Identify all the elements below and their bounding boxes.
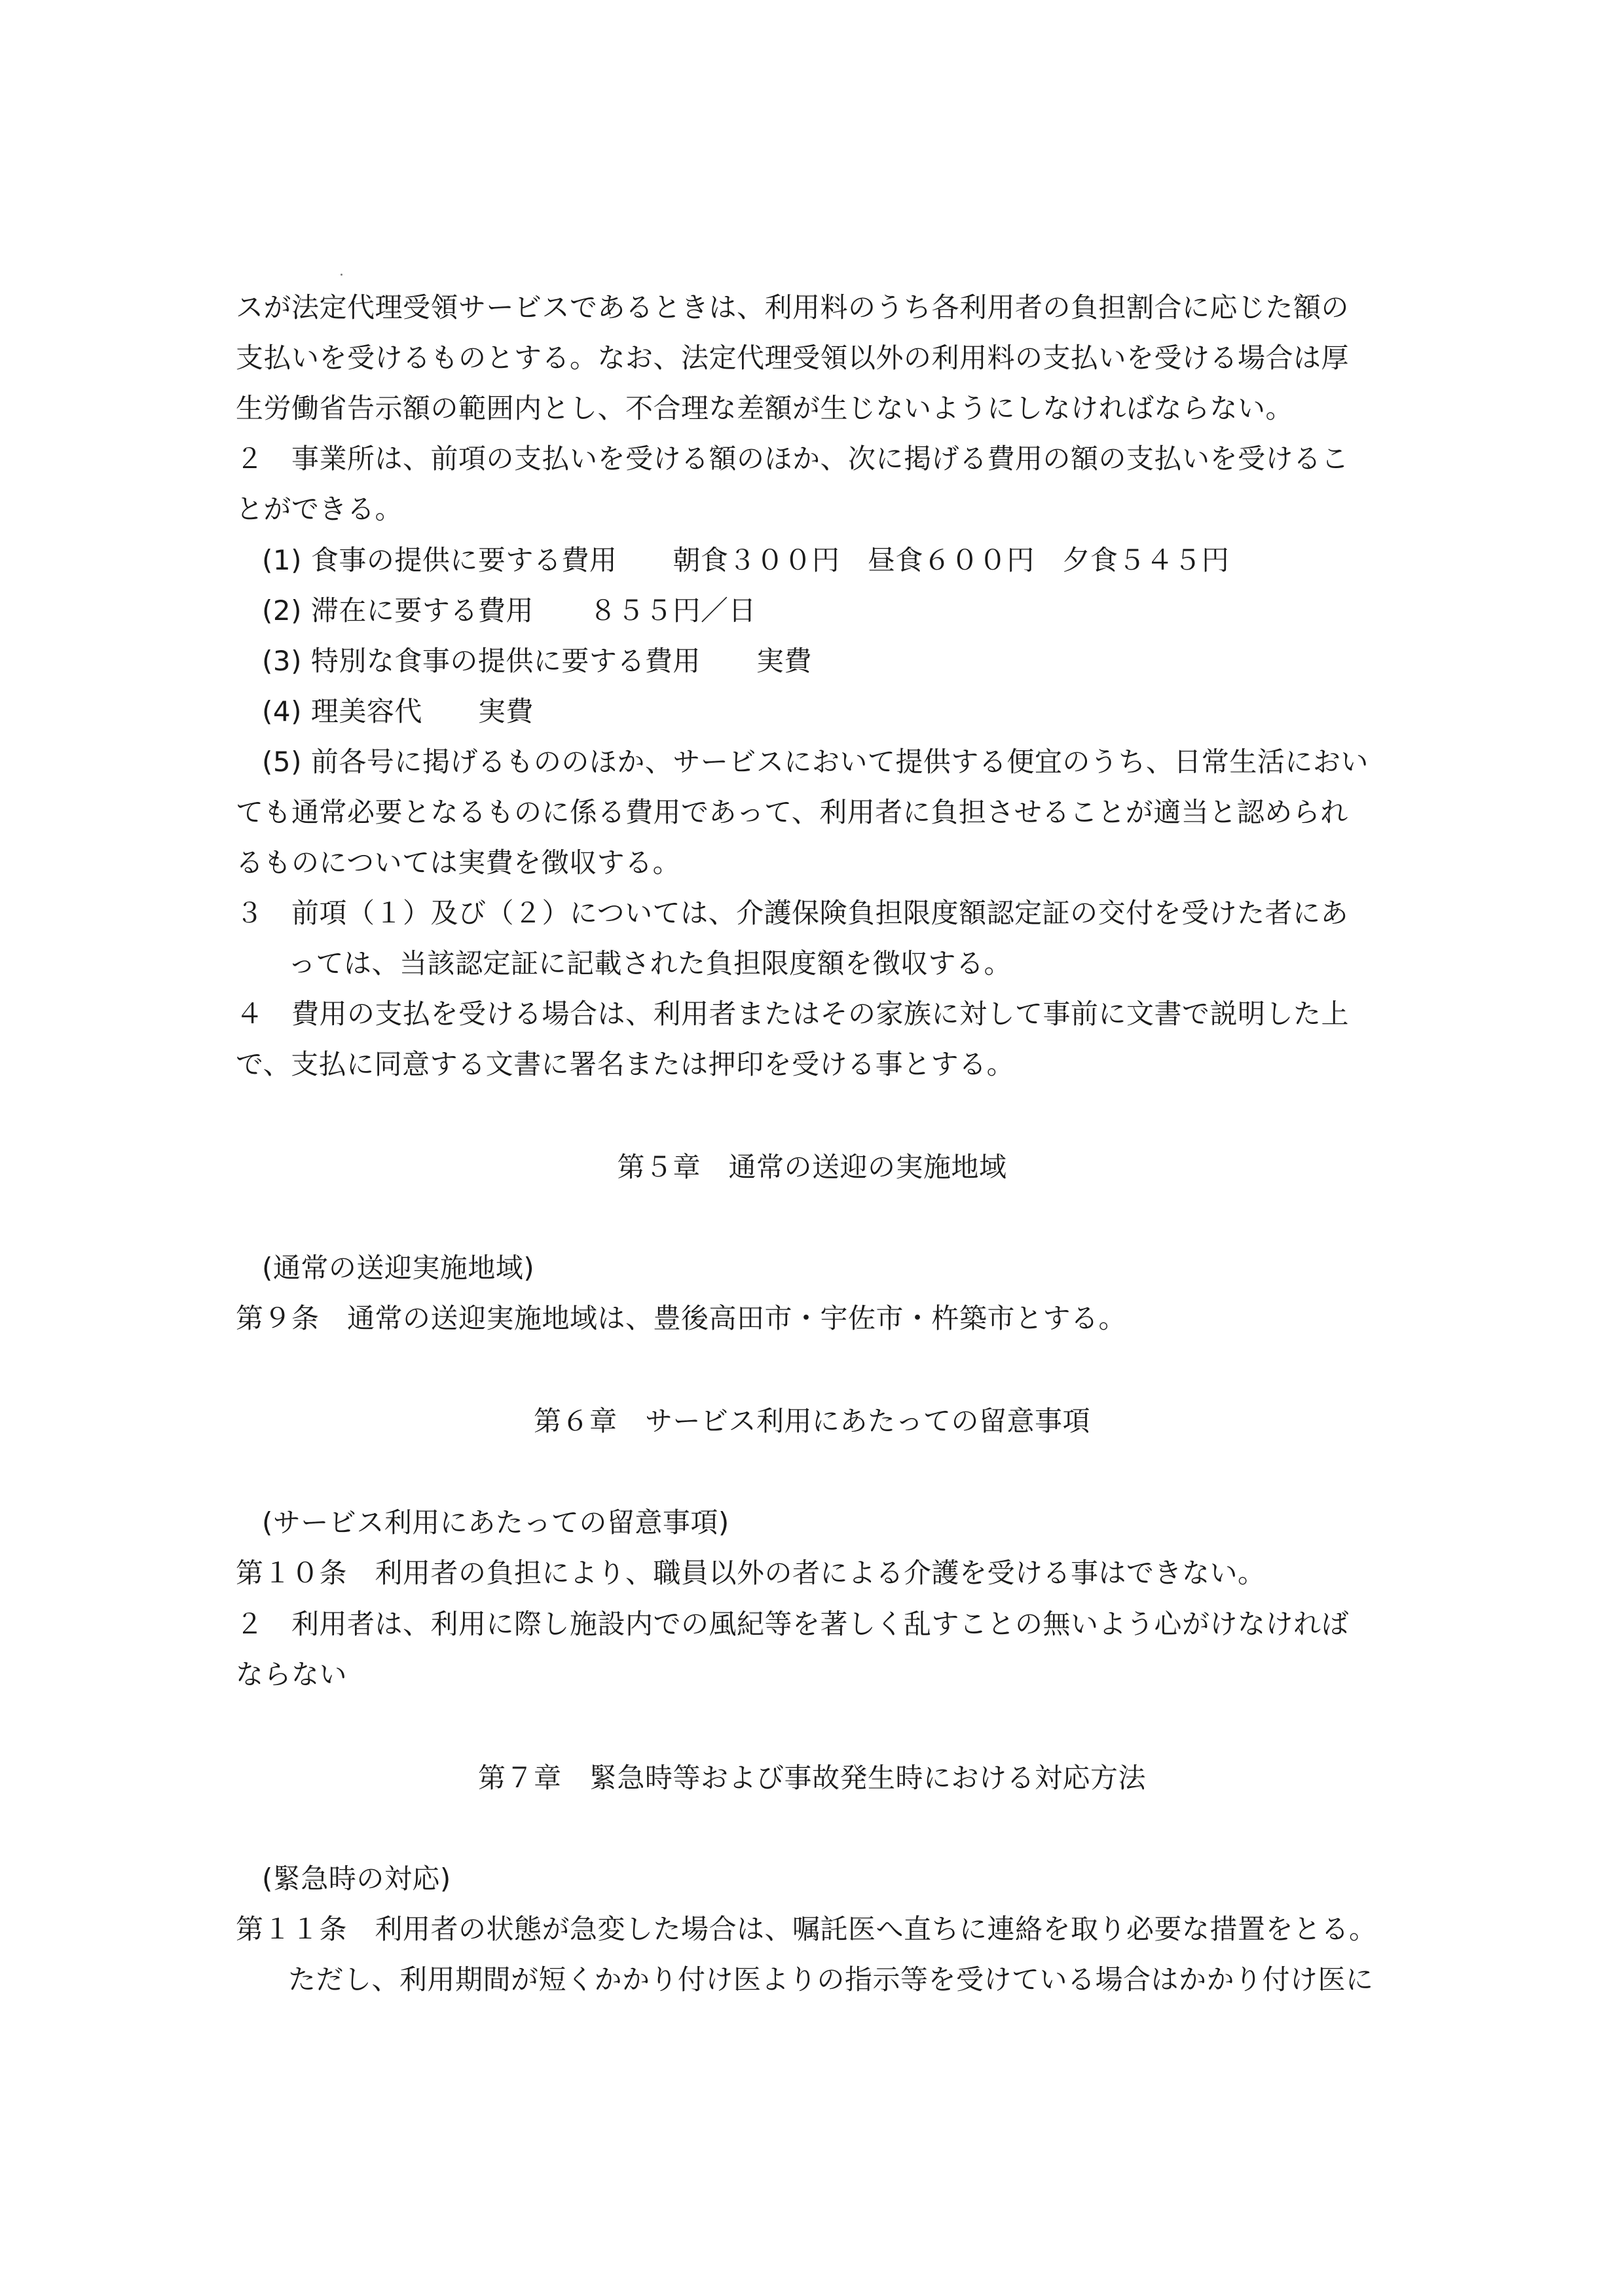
text-line: るものについては実費を徴収する。 [236,847,681,879]
article-10: 第１０条 利用者の負担により、職員以外の者による介護を受ける事はできない。 [236,1557,1266,1589]
chapter-7-heading: 第７章 緊急時等および事故発生時における対応方法 [477,1762,1146,1794]
text-line: 生労働省告示額の範囲内とし、不合理な差額が生じないようにしなければならない。 [236,392,1294,424]
text-line: で、支払に同意する文書に署名または押印を受ける事とする。 [236,1048,1015,1080]
chapter-5-heading: 第５章 通常の送迎の実施地域 [617,1151,1007,1183]
article-11: 第１１条 利用者の状態が急変した場合は、嘱託医へ直ちに連絡を取り必要な措置をとる。 [236,1913,1377,1945]
article-caption: (通常の送迎実施地域) [262,1252,535,1284]
text-line: ２ 利用者は、利用に際し施設内での風紀等を著しく乱すことの無いよう心がけなければ [236,1608,1350,1640]
list-item-5: (5) 前各号に掲げるもののほか、サービスにおいて提供する便宜のうち、日常生活におい [262,746,1369,778]
list-item-3: (3) 特別な食事の提供に要する費用 実費 [262,645,812,677]
text-line: ならない [236,1658,348,1690]
article-caption: (サービス利用にあたっての留意事項) [262,1506,729,1539]
article-9: 第９条 通常の送迎実施地域は、豊後高田市・宇佐市・杵築市とする。 [236,1302,1127,1334]
list-item-4: (4) 理美容代 実費 [262,695,534,727]
text-line: ３ 前項（１）及び（２）については、介護保険負担限度額認定証の交付を受けた者にあ [236,897,1349,929]
text-line: っては、当該認定証に記載された負担限度額を徴収する。 [288,947,1012,979]
article-caption: (緊急時の対応) [262,1863,451,1895]
text-line: ても通常必要となるものに係る費用であって、利用者に負担させることが適当と認められ [236,796,1348,828]
list-item-2: (2) 滞在に要する費用 ８５５円／日 [262,594,756,627]
text-line: とができる。 [236,493,403,525]
list-item-1: (1) 食事の提供に要する費用 朝食３００円 昼食６００円 夕食５４５円 [262,544,1230,576]
text-line: ２ 事業所は、前項の支払いを受ける額のほか、次に掲げる費用の額の支払いを受けるこ [236,443,1350,475]
text-line: 支払いを受けるものとする。なお、法定代理受領以外の利用料の支払いを受ける場合は厚 [236,342,1350,374]
chapter-6-heading: 第６章 サービス利用にあたっての留意事項 [533,1405,1090,1437]
text-line: ４ 費用の支払を受ける場合は、利用者またはその家族に対して事前に文書で説明した上 [236,998,1350,1030]
text-line: スが法定代理受領サービスであるときは、利用料のうち各利用者の負担割合に応じた額の [236,291,1350,323]
text-line: ただし、利用期間が短くかかり付け医よりの指示等を受けている場合はかかり付け医に [288,1963,1374,1995]
scan-speck [341,274,342,276]
